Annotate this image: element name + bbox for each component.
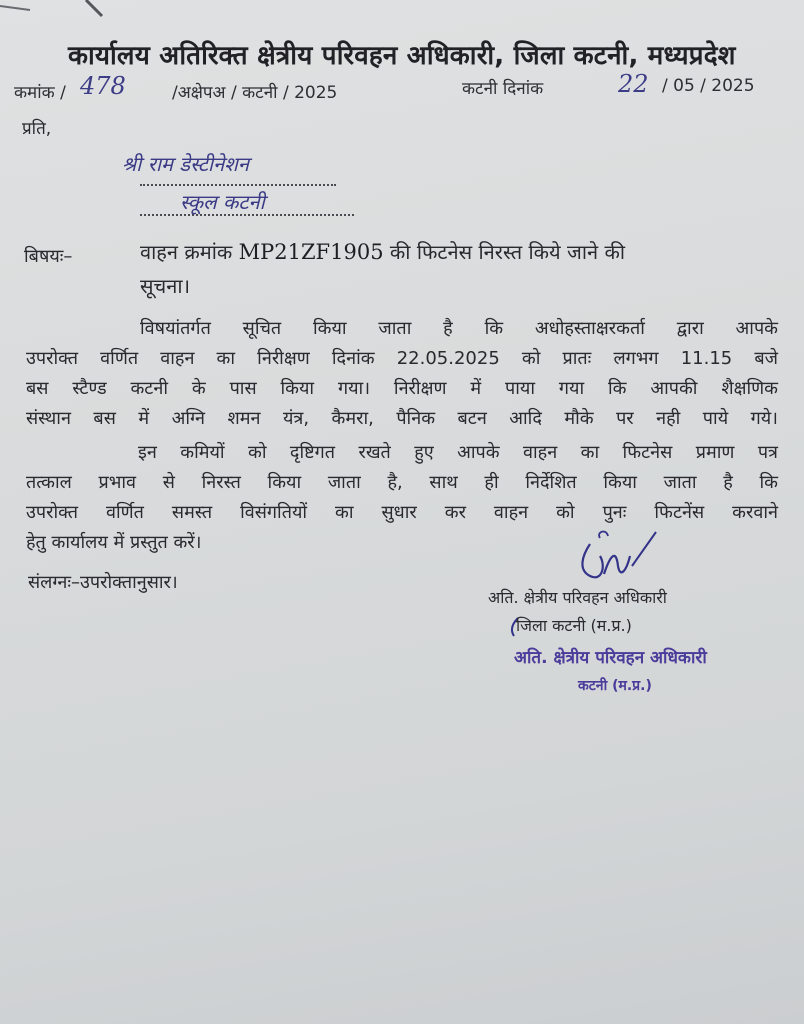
subject-line-2: सूचना। [140, 274, 191, 298]
body-line: बस स्टैण्ड कटनी के पास किया गया। निरीक्षण में पाया गया कि आपकी शैक्षणिक [26, 378, 778, 399]
vehicle-number: MP21ZF1905 [238, 240, 384, 264]
body-line: संस्थान बस में अग्नि शमन यंत्र, कैमरा, पैनिक बटन आदि मौके पर नही पाये गये। [26, 408, 778, 429]
body-line: उपरोक्त वर्णित वाहन का निरीक्षण दिनांक 22.05.2025 को प्रातः लगभग 11.15 बजे [26, 348, 778, 369]
addressee-prefix: प्रति, [22, 119, 52, 139]
subject-text-before: वाहन क्रमांक [140, 240, 239, 264]
subject-label: बिषयः– [24, 246, 73, 267]
stamp-designation: अति. क्षेत्रीय परिवहन अधिकारी [514, 648, 707, 668]
body-line: तत्काल प्रभाव से निरस्त किया जाता है, साथ ही निर्देशित किया जाता है कि [26, 472, 778, 493]
reference-number: 478 [80, 72, 126, 100]
subject-text-after: की फिटनेस निरस्त किये जाने की [383, 240, 626, 264]
date-label: कटनी दिनांक [462, 79, 544, 99]
body-line: हेतु कार्यालय में प्रस्तुत करें। [26, 532, 202, 553]
date-suffix: / 05 / 2025 [662, 76, 755, 96]
subject-line-1 [140, 238, 625, 265]
date-day: 22 [618, 70, 649, 98]
reference-label: कमांक / [14, 83, 66, 103]
addressee-line-2: स्कूल कटनी [180, 190, 265, 214]
reference-suffix: /अक्षेपअ / कटनी / 2025 [172, 83, 338, 103]
signatory-designation: अति. क्षेत्रीय परिवहन अधिकारी [488, 588, 667, 607]
stamp-place: कटनी (म.प्र.) [578, 678, 652, 694]
signatory-district: जिला कटनी (म.प्र.) [516, 616, 632, 635]
office-header: कार्यालय अतिरिक्त क्षेत्रीय परिवहन अधिकारी, जिला कटनी, मध्यप्रदेश [68, 41, 736, 71]
addressee-line-1: श्री राम डेस्टीनेशन [122, 152, 249, 176]
body-line: विषयांतर्गत सूचित किया जाता है कि अधोहस्ताक्षरकर्ता द्वारा आपके [140, 318, 778, 339]
address-dotted-line [140, 214, 354, 216]
attachment-note: संलग्नः–उपरोक्तानुसार। [28, 572, 178, 593]
address-dotted-line [140, 184, 336, 186]
staple-mark [0, 0, 120, 30]
body-line: उपरोक्त वर्णित समस्त विसंगतियों का सुधार कर वाहन को पुनः फिटनेंस करवाने [26, 502, 778, 523]
body-line: इन कमियों को दृष्टिगत रखते हुए आपके वाहन का फिटनेस प्रमाण पत्र [138, 442, 778, 463]
